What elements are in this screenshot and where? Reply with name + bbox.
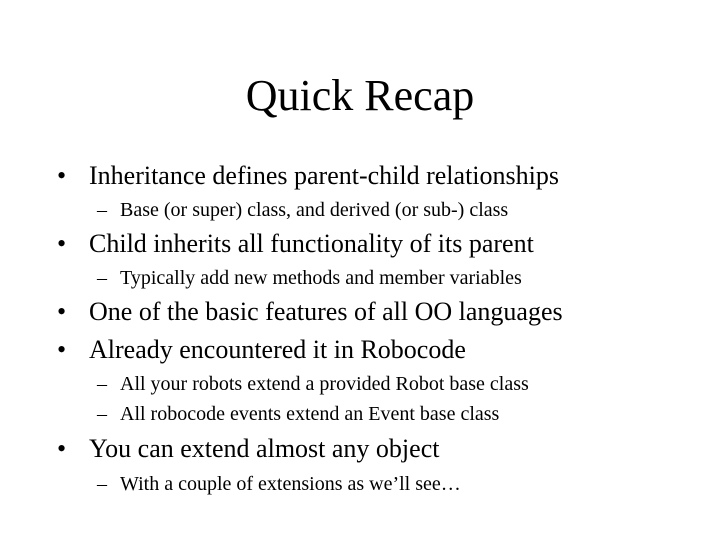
sub-bullet-text: With a couple of extensions as we’ll see… xyxy=(120,473,461,495)
sub-bullet-marker: – xyxy=(97,373,107,395)
bullet-text: You can extend almost any object xyxy=(89,434,440,463)
bullet-text: Child inherits all functionality of its parent xyxy=(89,229,534,258)
bullet-text: One of the basic features of all OO languages xyxy=(89,297,563,326)
bullet-marker: • xyxy=(57,297,67,326)
sub-bullet-text: Base (or super) class, and derived (or sub-) class xyxy=(120,199,509,221)
sub-bullet-marker: – xyxy=(97,473,107,495)
bullet-text: Inheritance defines parent-child relationships xyxy=(89,161,559,190)
bullet-text: Already encountered it in Robocode xyxy=(89,335,466,364)
bullet-marker: • xyxy=(57,434,67,463)
bullet-marker: • xyxy=(57,161,67,190)
sub-bullet-marker: – xyxy=(97,403,107,425)
sub-bullet-text: Typically add new methods and member variables xyxy=(120,267,522,289)
sub-bullet-marker: – xyxy=(97,199,107,221)
sub-bullet-text: All your robots extend a provided Robot base class xyxy=(120,373,529,395)
slide-title: Quick Recap xyxy=(245,71,475,120)
bullet-marker: • xyxy=(57,229,67,258)
sub-bullet-text: All robocode events extend an Event base class xyxy=(120,403,500,425)
sub-bullet-marker: – xyxy=(97,267,107,289)
bullet-marker: • xyxy=(57,335,67,364)
